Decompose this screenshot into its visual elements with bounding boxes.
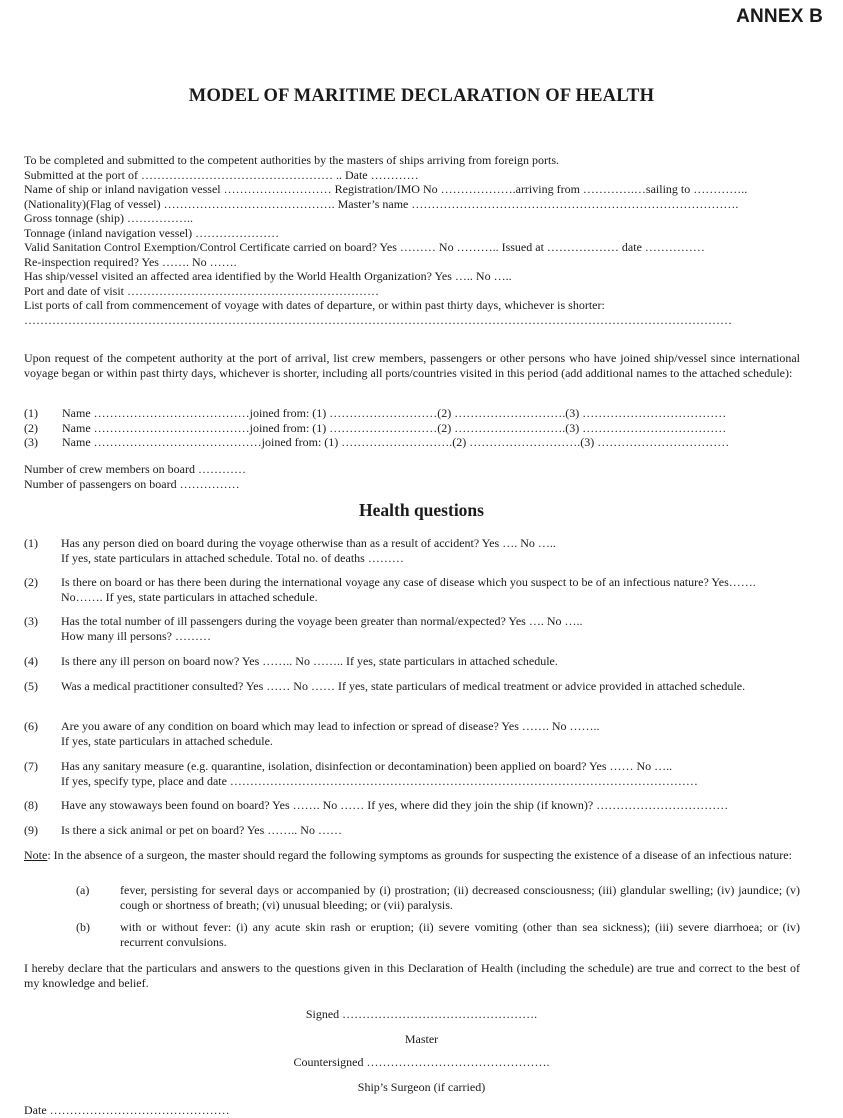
note-text: : In the absence of a surgeon, the master should regard the following symptoms as grounds for suspecting the existence of a disease of an infectious nature: <box>47 848 792 862</box>
question-4 <box>24 654 800 669</box>
question-1 <box>24 536 800 565</box>
note-label: Note <box>24 848 48 862</box>
joined-person-row <box>24 406 800 421</box>
annex-label: ANNEX B <box>736 6 823 27</box>
question-2 <box>24 575 800 604</box>
question-9 <box>24 823 800 838</box>
date-line: Date ……………………………………… <box>24 1103 230 1117</box>
question-number: (1) <box>24 536 38 550</box>
note-section <box>24 848 800 863</box>
question-8 <box>24 798 800 813</box>
question-number: (7) <box>24 759 38 773</box>
countersigned-line: Countersigned ………………………………………. <box>293 1055 550 1069</box>
intro-line: List ports of call from commencement of voyage with dates of departure, or within past thirty days, whichever is shorter: <box>24 298 605 312</box>
question-text: How many ill persons? ……… <box>61 628 211 643</box>
counts-section <box>24 462 800 491</box>
declaration-text: I hereby declare that the particulars and answers to the questions given in this Declaration of Health (including the schedule) are true and correct to the best of my knowledge and belief. <box>24 961 800 990</box>
question-text: Is there a sick animal or pet on board? Yes …….. No …… <box>61 823 342 837</box>
symptom-b <box>76 920 800 949</box>
row-number: (1) <box>24 406 38 420</box>
intro-section <box>24 153 800 327</box>
intro-line: (Nationality)(Flag of vessel) ……………………………………. Master’s name ………………………………………………………………………. <box>24 196 739 211</box>
joined-persons-list <box>24 406 800 450</box>
health-questions-heading: Health questions <box>359 500 484 520</box>
question-text: If yes, specify type, place and date ……………………………………………………………………………………………………… <box>61 773 698 788</box>
row-text: Name …………………………………joined from: (1) ………………………(2) ……………………….(3) ……………………………… <box>62 406 727 420</box>
symptom-text: with or without fever: (i) any acute skin rash or eruption; (ii) severe vomiting (other than sea sickness); (iii) severe diarrhoea; or (iv) recurrent convulsions. <box>120 920 800 949</box>
question-text: Is there any ill person on board now? Yes …….. No …….. If yes, state particulars in attached schedule. <box>61 654 558 668</box>
request-paragraph: Upon request of the competent authority at the port of arrival, list crew members, passengers or other persons who have joined ship/vessel since international voyage began or within past thirty days, whichever is shorter, including all ports/countries visited in this period (add additional names to the attached schedule): <box>24 351 800 380</box>
intro-line: Re-inspection required? Yes ……. No ……. <box>24 254 237 269</box>
question-number: (5) <box>24 679 38 693</box>
crew-count-line: Number of crew members on board ………… <box>24 462 246 476</box>
intro-line: Name of ship or inland navigation vessel ……………………… Registration/IMO No ……………….arriving from ………….…sailing to ………….. <box>24 182 748 196</box>
master-label: Master <box>404 1032 439 1046</box>
row-number: (3) <box>24 435 38 449</box>
question-text: If yes, state particulars in attached schedule. <box>61 733 273 748</box>
question-6 <box>24 719 800 748</box>
request-section <box>24 351 800 380</box>
declaration-section <box>24 961 800 990</box>
question-text: Have any stowaways been found on board? Yes ……. No …… If yes, where did they join the ship (if known)? …………………………… <box>61 798 729 812</box>
surgeon-label: Ship’s Surgeon (if carried) <box>357 1080 486 1094</box>
symptom-text: fever, persisting for several days or accompanied by (i) prostration; (ii) decreased consciousness; (iii) glandular swelling; (iv) jaundice; (v) cough or shortness of breath; (vi) unusual bleeding; or (vii) paralysis. <box>120 883 800 912</box>
question-number: (2) <box>24 575 38 589</box>
question-text: Has the total number of ill passengers during the voyage been greater than normal/expected? Yes …. No ….. <box>61 614 583 628</box>
question-text: If yes, state particulars in attached schedule. Total no. of deaths ……… <box>61 550 404 565</box>
intro-line: Submitted at the port of ………………………………………… .. Date ………… <box>24 167 419 182</box>
intro-line: Has ship/vessel visited an affected area identified by the World Health Organization? Yes ….. No ….. <box>24 269 512 283</box>
intro-line: …………………………………………………………………………………………………………………………………………………………… <box>24 312 732 327</box>
question-5 <box>24 679 800 694</box>
symptom-label: (a) <box>76 883 90 897</box>
joined-person-row <box>24 435 800 450</box>
question-text: Was a medical practitioner consulted? Yes …… No …… If yes, state particulars of medical treatment or advice provided in attached schedule. <box>61 679 746 693</box>
question-3 <box>24 614 800 643</box>
symptom-a <box>76 883 800 912</box>
joined-person-row <box>24 421 800 436</box>
intro-line: Tonnage (inland navigation vessel) ………………… <box>24 225 280 240</box>
question-number: (8) <box>24 798 38 812</box>
intro-line: Valid Sanitation Control Exemption/Control Certificate carried on board? Yes ……… No ……….. Issued at ……………… date …………… <box>24 240 705 254</box>
question-number: (9) <box>24 823 38 837</box>
question-text: Are you aware of any condition on board which may lead to infection or spread of disease? Yes ……. No …….. <box>61 719 600 733</box>
row-text: Name …………………………………joined from: (1) ………………………(2) ……………………….(3) ……………………………… <box>62 420 727 435</box>
intro-line: Gross tonnage (ship) …………….. <box>24 211 193 225</box>
question-text: Has any sanitary measure (e.g. quarantine, isolation, disinfection or decontamination) been applied on board? Yes …… No ….. <box>61 759 673 773</box>
symptom-label: (b) <box>76 920 90 934</box>
document-title: MODEL OF MARITIME DECLARATION OF HEALTH <box>188 86 655 106</box>
row-text: Name ……………………………………joined from: (1) ……………………….(2) ……………………….(3) …………………………… <box>62 435 730 449</box>
question-number: (6) <box>24 719 38 733</box>
signed-line: Signed …………………………………………. <box>305 1007 538 1021</box>
question-text: Has any person died on board during the voyage otherwise than as a result of accident? Yes …. No ….. <box>61 536 556 550</box>
intro-line: To be completed and submitted to the competent authorities by the masters of ships arriving from foreign ports. <box>24 153 560 167</box>
question-7 <box>24 759 800 788</box>
passenger-count-line: Number of passengers on board …………… <box>24 476 240 491</box>
intro-line: Port and date of visit ……………………………………………………… <box>24 283 379 298</box>
row-number: (2) <box>24 420 38 435</box>
question-number: (4) <box>24 654 38 668</box>
question-number: (3) <box>24 614 38 628</box>
question-text: Is there on board or has there been during the international voyage any case of disease which you suspect to be of an infectious nature? Yes……. No……. If yes, state particulars in attached schedule. <box>61 575 756 604</box>
